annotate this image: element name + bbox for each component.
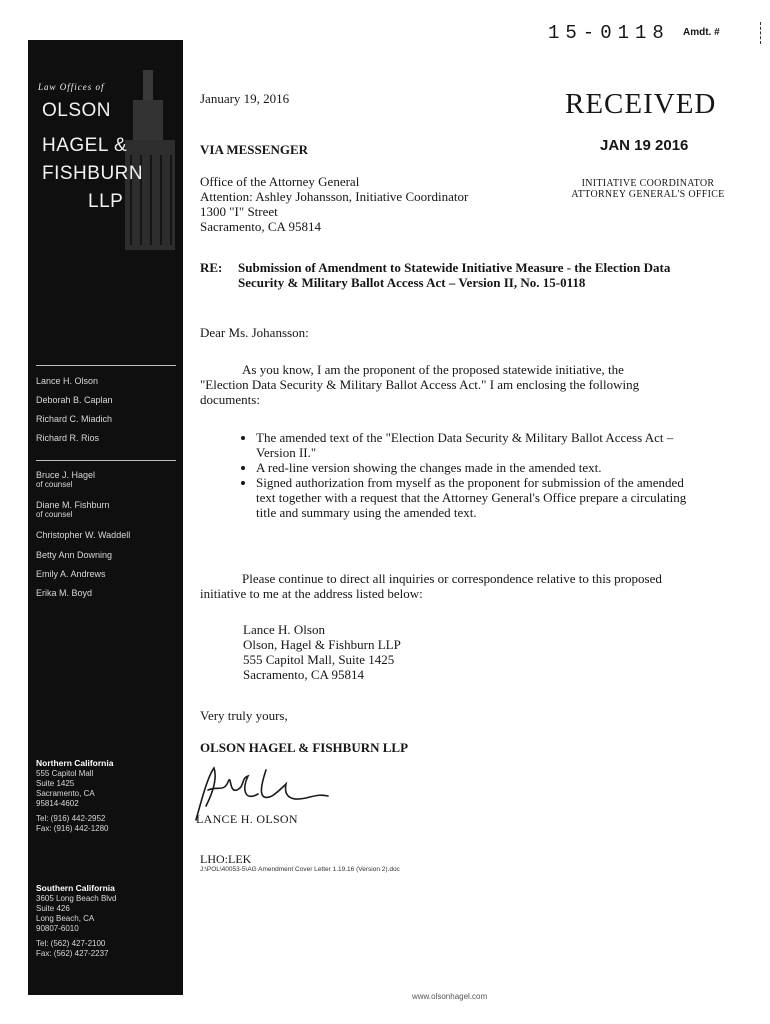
contact-line: Sacramento, CA 95814 bbox=[243, 667, 364, 682]
amendment-label: Amdt. # bbox=[683, 27, 720, 38]
southern-office bbox=[36, 883, 117, 959]
contact-line: Olson, Hagel & Fishburn LLP bbox=[243, 637, 401, 652]
attorney-name: Deborah B. Caplan bbox=[36, 395, 113, 405]
staff-name: Christopher W. Waddell bbox=[36, 530, 131, 540]
office-line: 90807-6010 bbox=[36, 924, 79, 933]
received-date: JAN 19 2016 bbox=[600, 137, 689, 154]
received-stamp: RECEIVED bbox=[565, 88, 717, 120]
contact-line: Lance H. Olson bbox=[243, 622, 325, 637]
attorney-name: Richard R. Rios bbox=[36, 433, 100, 443]
body-paragraph-1: As you know, I am the proponent of the proposed statewide initiative, the "Election Data Security & Military Ballot Access Act." I am enclosing the following documents: bbox=[200, 362, 640, 407]
salutation: Dear Ms. Johansson: bbox=[200, 325, 309, 340]
firm-signature-block: OLSON HAGEL & FISHBURN LLP bbox=[200, 740, 409, 755]
office-line: Long Beach, CA bbox=[36, 914, 95, 923]
of-counsel-name: Bruce J. Hagel bbox=[36, 470, 96, 480]
sidebar-divider bbox=[36, 460, 176, 461]
signer-name: LANCE H. OLSON bbox=[196, 812, 298, 826]
capitol-building-watermark bbox=[123, 60, 178, 250]
letter-date: January 19, 2016 bbox=[200, 91, 290, 106]
office-line: Suite 1425 bbox=[36, 779, 75, 788]
staff-name: Erika M. Boyd bbox=[36, 588, 93, 598]
department-line: INITIATIVE COORDINATOR bbox=[581, 178, 715, 189]
re-label: RE: bbox=[200, 260, 223, 275]
recipient-line: 1300 "I" Street bbox=[200, 204, 278, 219]
body-paragraph-2: Please continue to direct all inquiries or correspondence relative to this proposed initiative to me at the address listed below: bbox=[200, 571, 662, 601]
law-offices-label: Law Offices of bbox=[38, 82, 105, 92]
closing: Very truly yours, bbox=[200, 708, 288, 723]
attorney-name: Richard C. Miadich bbox=[36, 414, 113, 424]
office-fax: Fax: (562) 427-2237 bbox=[36, 949, 109, 958]
northern-office bbox=[36, 758, 113, 834]
attorney-name: Lance H. Olson bbox=[36, 376, 99, 386]
staff-name: Emily A. Andrews bbox=[36, 569, 106, 579]
enclosure-list bbox=[238, 430, 696, 520]
firm-name-line-2: HAGEL & bbox=[42, 135, 128, 156]
staff-name: Betty Ann Downing bbox=[36, 550, 113, 560]
firm-website: www.olsonhagel.com bbox=[412, 992, 488, 1001]
file-path: J:\POL\40053-5\AG Amendment Cover Letter 1.19.16 (Version 2).doc bbox=[200, 866, 400, 873]
office-tel: Tel: (562) 427-2100 bbox=[36, 939, 106, 948]
contact-line: 555 Capitol Mall, Suite 1425 bbox=[243, 652, 395, 667]
recipient-line: Office of the Attorney General bbox=[200, 174, 360, 189]
list-item: • The amended text of the "Election Data Security & Military Ballot Access Act – Version II." bbox=[256, 430, 696, 460]
received-department bbox=[548, 178, 748, 200]
contact-address bbox=[243, 622, 401, 682]
delivery-method: VIA MESSENGER bbox=[200, 142, 308, 157]
re-subject: Submission of Amendment to Statewide Initiative Measure - the Election Data Security & Military Ballot Access Act – Version II, No. 15-0118 bbox=[238, 260, 671, 290]
office-line: Suite 426 bbox=[36, 904, 70, 913]
firm-name-line-4: LLP bbox=[88, 191, 124, 212]
initiative-number-stamp: 15-0118 bbox=[548, 22, 670, 44]
office-line: 95814-4602 bbox=[36, 799, 79, 808]
recipient-line: Attention: Ashley Johansson, Initiative Coordinator bbox=[200, 189, 469, 204]
office-fax: Fax: (916) 442-1280 bbox=[36, 824, 109, 833]
amendment-blank bbox=[760, 22, 761, 44]
office-line: Sacramento, CA bbox=[36, 789, 95, 798]
firm-name-line-1: OLSON bbox=[42, 100, 112, 121]
southern-office-title: Southern California bbox=[36, 883, 115, 893]
department-line: ATTORNEY GENERAL'S OFFICE bbox=[571, 189, 725, 200]
office-tel: Tel: (916) 442-2952 bbox=[36, 814, 106, 823]
sidebar-divider bbox=[36, 365, 176, 366]
typist-initials: LHO:LEK bbox=[200, 852, 252, 866]
northern-office-title: Northern California bbox=[36, 758, 114, 768]
firm-name-line-3: FISHBURN bbox=[42, 163, 144, 184]
letterhead-sidebar bbox=[28, 40, 183, 995]
office-line: 555 Capitol Mall bbox=[36, 769, 94, 778]
of-counsel-note: of counsel bbox=[36, 510, 73, 519]
of-counsel-note: of counsel bbox=[36, 480, 73, 489]
office-line: 3605 Long Beach Blvd bbox=[36, 894, 117, 903]
recipient-line: Sacramento, CA 95814 bbox=[200, 219, 321, 234]
recipient-address bbox=[200, 174, 468, 234]
of-counsel-name: Diane M. Fishburn bbox=[36, 500, 110, 510]
list-item: • A red-line version showing the changes made in the amended text. bbox=[256, 460, 696, 475]
list-item: • Signed authorization from myself as the proponent for submission of the amended text together with a request that the Attorney General's Office prepare a circulating title and summary using the amended text. bbox=[256, 475, 696, 520]
